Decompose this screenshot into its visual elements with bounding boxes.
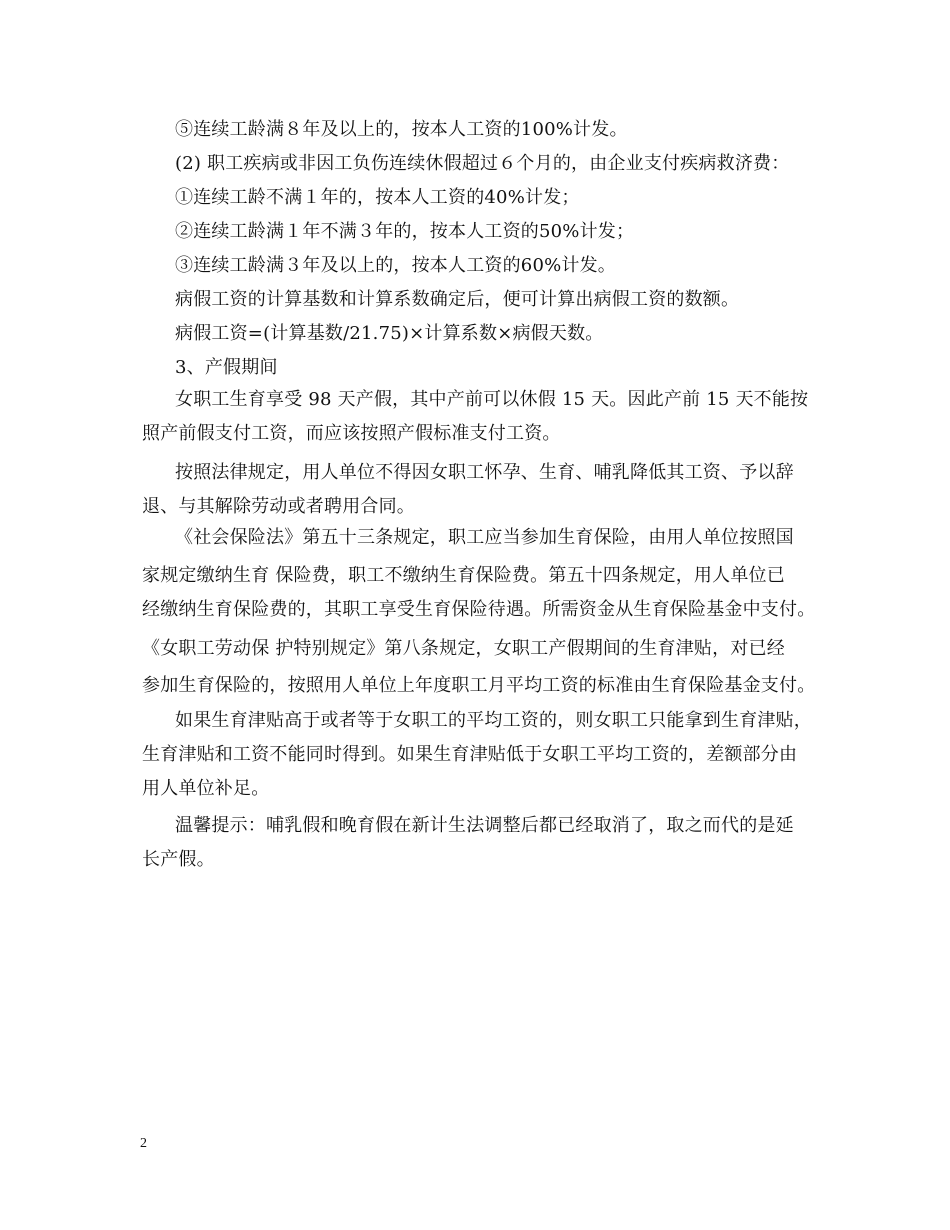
text-line: 家规定缴纳生育 保险费，职工不缴纳生育保险费。第五十四条规定，用人单位已	[142, 565, 785, 586]
page-number: 2	[140, 1136, 147, 1151]
text-line: 按照法律规定，用人单位不得因女职工怀孕、生育、哺乳降低其工资、予以辞	[175, 462, 794, 483]
text-line: ①连续工龄不满１年的，按本人工资的40%计发；	[175, 187, 580, 208]
text-line: 温馨提示：哺乳假和晚育假在新计生法调整后都已经取消了，取之而代的是延	[175, 815, 794, 836]
text-line: 《社会保险法》第五十三条规定，职工应当参加生育保险，由用人单位按照国	[175, 527, 794, 548]
text-line: ⑤连续工龄满８年及以上的，按本人工资的100%计发。	[175, 119, 628, 140]
text-line: 经缴纳生育保险费的，其职工享受生育保险待遇。所需资金从生育保险基金中支付。	[142, 599, 816, 620]
text-line: 病假工资的计算基数和计算系数确定后，便可计算出病假工资的数额。	[175, 289, 740, 310]
text-line: 参加生育保险的，按照用人单位上年度职工月平均工资的标准由生育保险基金支付。	[142, 675, 816, 696]
section-heading: 3、产假期间	[175, 357, 278, 378]
text-line: 病假工资=(计算基数/21.75)×计算系数×病假天数。	[175, 323, 604, 344]
text-line: 女职工生育享受 98 天产假，其中产前可以休假 15 天。因此产前 15 天不能按	[175, 389, 809, 410]
text-line: 如果生育津贴高于或者等于女职工的平均工资的，则女职工只能拿到生育津贴，	[175, 710, 812, 731]
text-line: 照产前假支付工资，而应该按照产假标准支付工资。	[142, 423, 561, 444]
text-line: ③连续工龄满３年及以上的，按本人工资的60%计发。	[175, 255, 617, 276]
text-line: 《女职工劳动保 护特别规定》第八条规定，女职工产假期间的生育津贴，对已经	[142, 638, 785, 659]
text-line: 生育津贴和工资不能同时得到。如果生育津贴低于女职工平均工资的，差额部分由	[142, 744, 798, 765]
text-line: 退、与其解除劳动或者聘用合同。	[142, 496, 415, 517]
text-line: (2) 职工疾病或非因工负伤连续休假超过６个月的，由企业支付疾病救济费：	[175, 153, 790, 174]
text-line: 用人单位补足。	[142, 778, 270, 799]
text-line: 长产假。	[142, 849, 215, 870]
text-line: ②连续工龄满１年不满３年的，按本人工资的50%计发；	[175, 221, 635, 242]
